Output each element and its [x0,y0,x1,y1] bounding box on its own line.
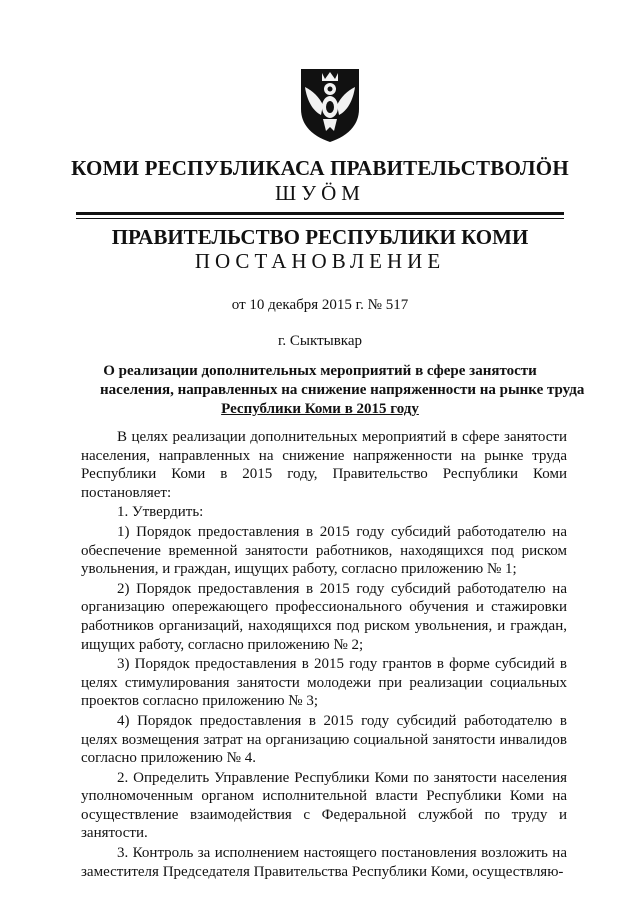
body-paragraph: 1. Утвердить: [117,504,204,521]
body-paragraph: 3. Контроль за исполнением настоящего постановления возложить на заместителя Председателя Правительства Республики Коми, осуществляю- [81,845,567,880]
header-divider-thick [76,212,564,215]
body-paragraph: 4) Порядок предоставления в 2015 году субсидий работодателю в целях возмещения затрат на организацию социальной занятости инвалидов согласно приложению № 4. [81,712,567,767]
document-body [81,428,567,881]
komi-government-title: КОМИ РЕСПУБЛИКАСА ПРАВИТЕЛЬСТВОЛÖН [71,156,569,180]
date-and-number: от 10 декабря 2015 г. № 517 [231,297,409,313]
body-paragraph: 3) Порядок предоставления в 2015 году грантов в форме субсидий в целях стимулирования занятости молодежи при реализации социальных проектов согласно приложению № 3; [81,656,567,710]
body-paragraph: 2. Определить Управление Республики Коми по занятости населения уполномоченным органом исполнительной власти Республики Коми на осуществление взаимодействия с Федеральной службой по труду и занятости. [81,769,567,842]
city: г. Сыктывкар [277,333,363,349]
header-divider-thin [76,218,564,219]
document-subject [100,362,585,419]
government-title: ПРАВИТЕЛЬСТВО РЕСПУБЛИКИ КОМИ [111,225,529,249]
body-paragraph: 2) Порядок предоставления в 2015 году субсидий работодателю на организацию опережающего профессионального обучения и стажировки работников организаций, находящихся под риском увольнения, и граждан, ищущих работу, согласно приложению № 2; [81,580,567,653]
resolution-title: ПОСТАНОВЛЕНИЕ [194,249,446,273]
subject-line-underlined: Республики Коми в 2015 году [221,401,419,417]
subject-line: населения, направленных на снижение напряженности на рынке труда [100,382,585,398]
subject-line: О реализации дополнительных мероприятий в сфере занятости [103,363,537,379]
body-paragraph: 1) Порядок предоставления в 2015 году субсидий работодателю на обеспечение временной занятости работников, находящихся под риском увольнения, и граждан, ищущих работу, согласно приложению № 1; [81,523,567,578]
body-paragraph: В целях реализации дополнительных мероприятий в сфере занятости населения, направленных на снижение напряженности на рынке труда Республики Коми в 2015 году, Правительство Республики Коми постановляет: [81,429,567,501]
komi-coat-of-arms-icon [299,67,361,143]
komi-resolution-title: ШУÖМ [275,181,365,205]
